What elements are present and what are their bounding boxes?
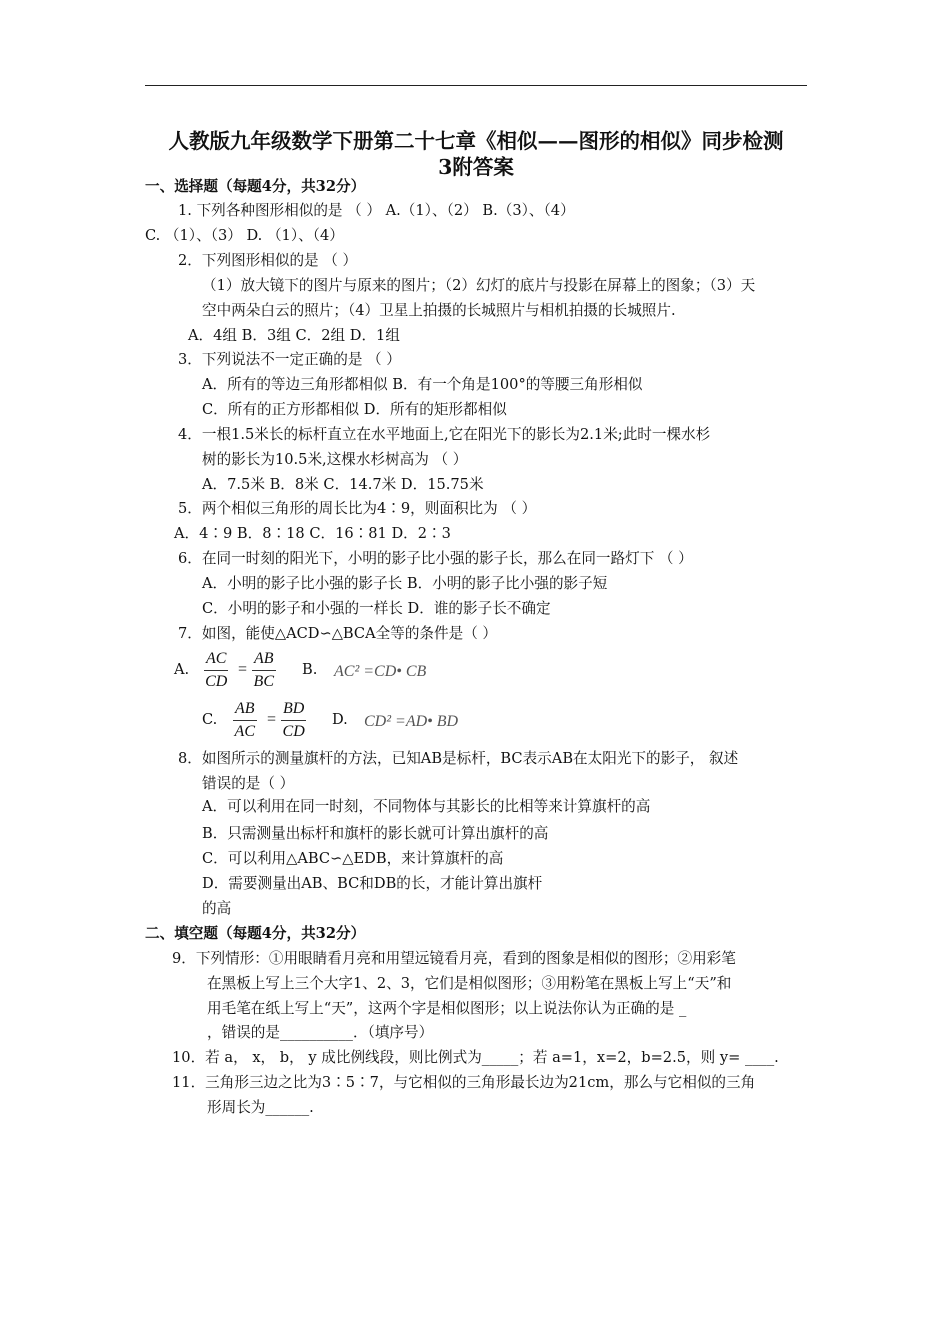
question-3: 3．下列说法不一定正确的是 （ ） (178, 351, 401, 368)
question-7-option-c-label: C. (202, 711, 218, 728)
question-8-option-d-cont: 的高 (202, 900, 232, 917)
question-11: 11．三角形三边之比为3∶5∶7，与它相似的三角形最长边为21cm，那么与它相似的三角 (172, 1074, 756, 1091)
question-7-option-a-label: A. (174, 661, 190, 678)
fraction (252, 648, 276, 693)
section-heading-fill: 二、填空题（每题4分，共32分） (145, 925, 366, 942)
numerator: AB (252, 648, 276, 671)
question-8-text: 错误的是（ ） (202, 775, 295, 792)
denominator: BC (253, 673, 274, 690)
numerator: AB (233, 698, 257, 721)
question-7-option-d-expr: CD² =AD• BD (364, 713, 459, 730)
question-9-text: ，错误的是__________．（填序号） (207, 1024, 434, 1041)
page-title: 人教版九年级数学下册第二十七章《相似——图形的相似》同步检测 (168, 129, 784, 153)
question-6-options: A．小明的影子比小强的影子长 B．小明的影子比小强的影子短 (202, 575, 608, 592)
section-heading-choice: 一、选择题（每题4分，共32分） (145, 178, 366, 195)
question-3-options: A．所有的等边三角形都相似 B．有一个角是100°的等腰三角形相似 (202, 376, 643, 393)
denominator: CD (205, 673, 228, 690)
numerator: BD (281, 698, 306, 721)
question-5: 5．两个相似三角形的周长比为4∶9，则面积比为 （ ） (178, 500, 537, 517)
question-3-options: C．所有的正方形都相似 D．所有的矩形都相似 (202, 401, 507, 418)
fraction (281, 698, 306, 743)
denominator: CD (282, 723, 305, 740)
question-9-text: 用毛笔在纸上写上“天”，这两个字是相似图形；以上说法你认为正确的是 _ (207, 1000, 687, 1017)
denominator: AC (234, 723, 255, 740)
question-6: 6．在同一时刻的阳光下，小明的影子比小强的影子长，那么在同一路灯下 （ ） (178, 550, 693, 567)
question-4-options: A．7.5米 B．8米 C．14.7米 D．15.75米 (202, 476, 484, 493)
question-8-option-c: C．可以利用△ABC∽△EDB，来计算旗杆的高 (202, 850, 504, 867)
question-4-text: 树的影长为10.5米,这棵水杉树高为 （ ） (202, 451, 468, 468)
question-2: 2．下列图形相似的是 （ ） (178, 252, 358, 269)
question-8-option-a: A．可以利用在同一时刻，不同物体与其影长的比相等来计算旗杆的高 (202, 798, 651, 815)
question-6-options: C．小明的影子和小强的一样长 D．谁的影子长不确定 (202, 600, 551, 617)
question-5-options: A．4∶9 B．8∶18 C．16∶81 D．2∶3 (174, 525, 451, 542)
question-7-option-b-expr: AC² =CD• CB (334, 663, 427, 680)
equals-sign: = (267, 711, 277, 728)
question-8-option-b: B．只需测量出标杆和旗杆的影长就可计算出旗杆的高 (202, 825, 549, 842)
question-8-option-d: D．需要测量出AB、BC和DB的长，才能计算出旗杆 (202, 875, 543, 892)
question-1-options: C. （1）、（3） D. （1）、（4） (145, 227, 344, 244)
header-rule (145, 85, 807, 86)
question-8: 8．如图所示的测量旗杆的方法，已知AB是标杆，BC表示AB在太阳光下的影子， 叙述 (178, 750, 739, 767)
fraction (204, 648, 228, 693)
numerator: AC (204, 648, 228, 671)
question-7: 7．如图，能使△ACD∽△BCA全等的条件是（ ） (178, 625, 498, 642)
question-2-text: 空中两朵白云的照片；（4）卫星上拍摄的长城照片与相机拍摄的长城照片. (202, 302, 676, 319)
question-7-option-d-label: D. (332, 711, 348, 728)
fraction (233, 698, 257, 743)
question-4: 4．一根1.5米长的标杆直立在水平地面上,它在阳光下的影长为2.1米;此时一棵水杉 (178, 426, 711, 443)
question-2-options: A．4组 B．3组 C．2组 D．1组 (188, 327, 400, 344)
page-title-line2: 3附答案 (438, 155, 514, 179)
question-1: 1. 下列各种图形相似的是 （ ） A.（1）、（2） B.（3）、（4） (178, 202, 575, 219)
question-7-option-b-label: B. (302, 661, 318, 678)
equals-sign: = (238, 661, 248, 678)
question-9-text: 在黑板上写上三个大字1、2、3，它们是相似图形；③用粉笔在黑板上写上“天”和 (207, 975, 732, 992)
question-10: 10．若 a， x， b， y 成比例线段，则比例式为_____；若 a=1，x=2，b=2.5，则 y= ____. (172, 1049, 779, 1066)
question-11-text: 形周长为______. (207, 1099, 314, 1116)
question-9: 9．下列情形：①用眼睛看月亮和用望远镜看月亮，看到的图象是相似的图形；②用彩笔 (172, 950, 736, 967)
question-2-text: （1）放大镜下的图片与原来的图片；（2）幻灯的底片与投影在屏幕上的图象；（3）天 (202, 277, 756, 294)
